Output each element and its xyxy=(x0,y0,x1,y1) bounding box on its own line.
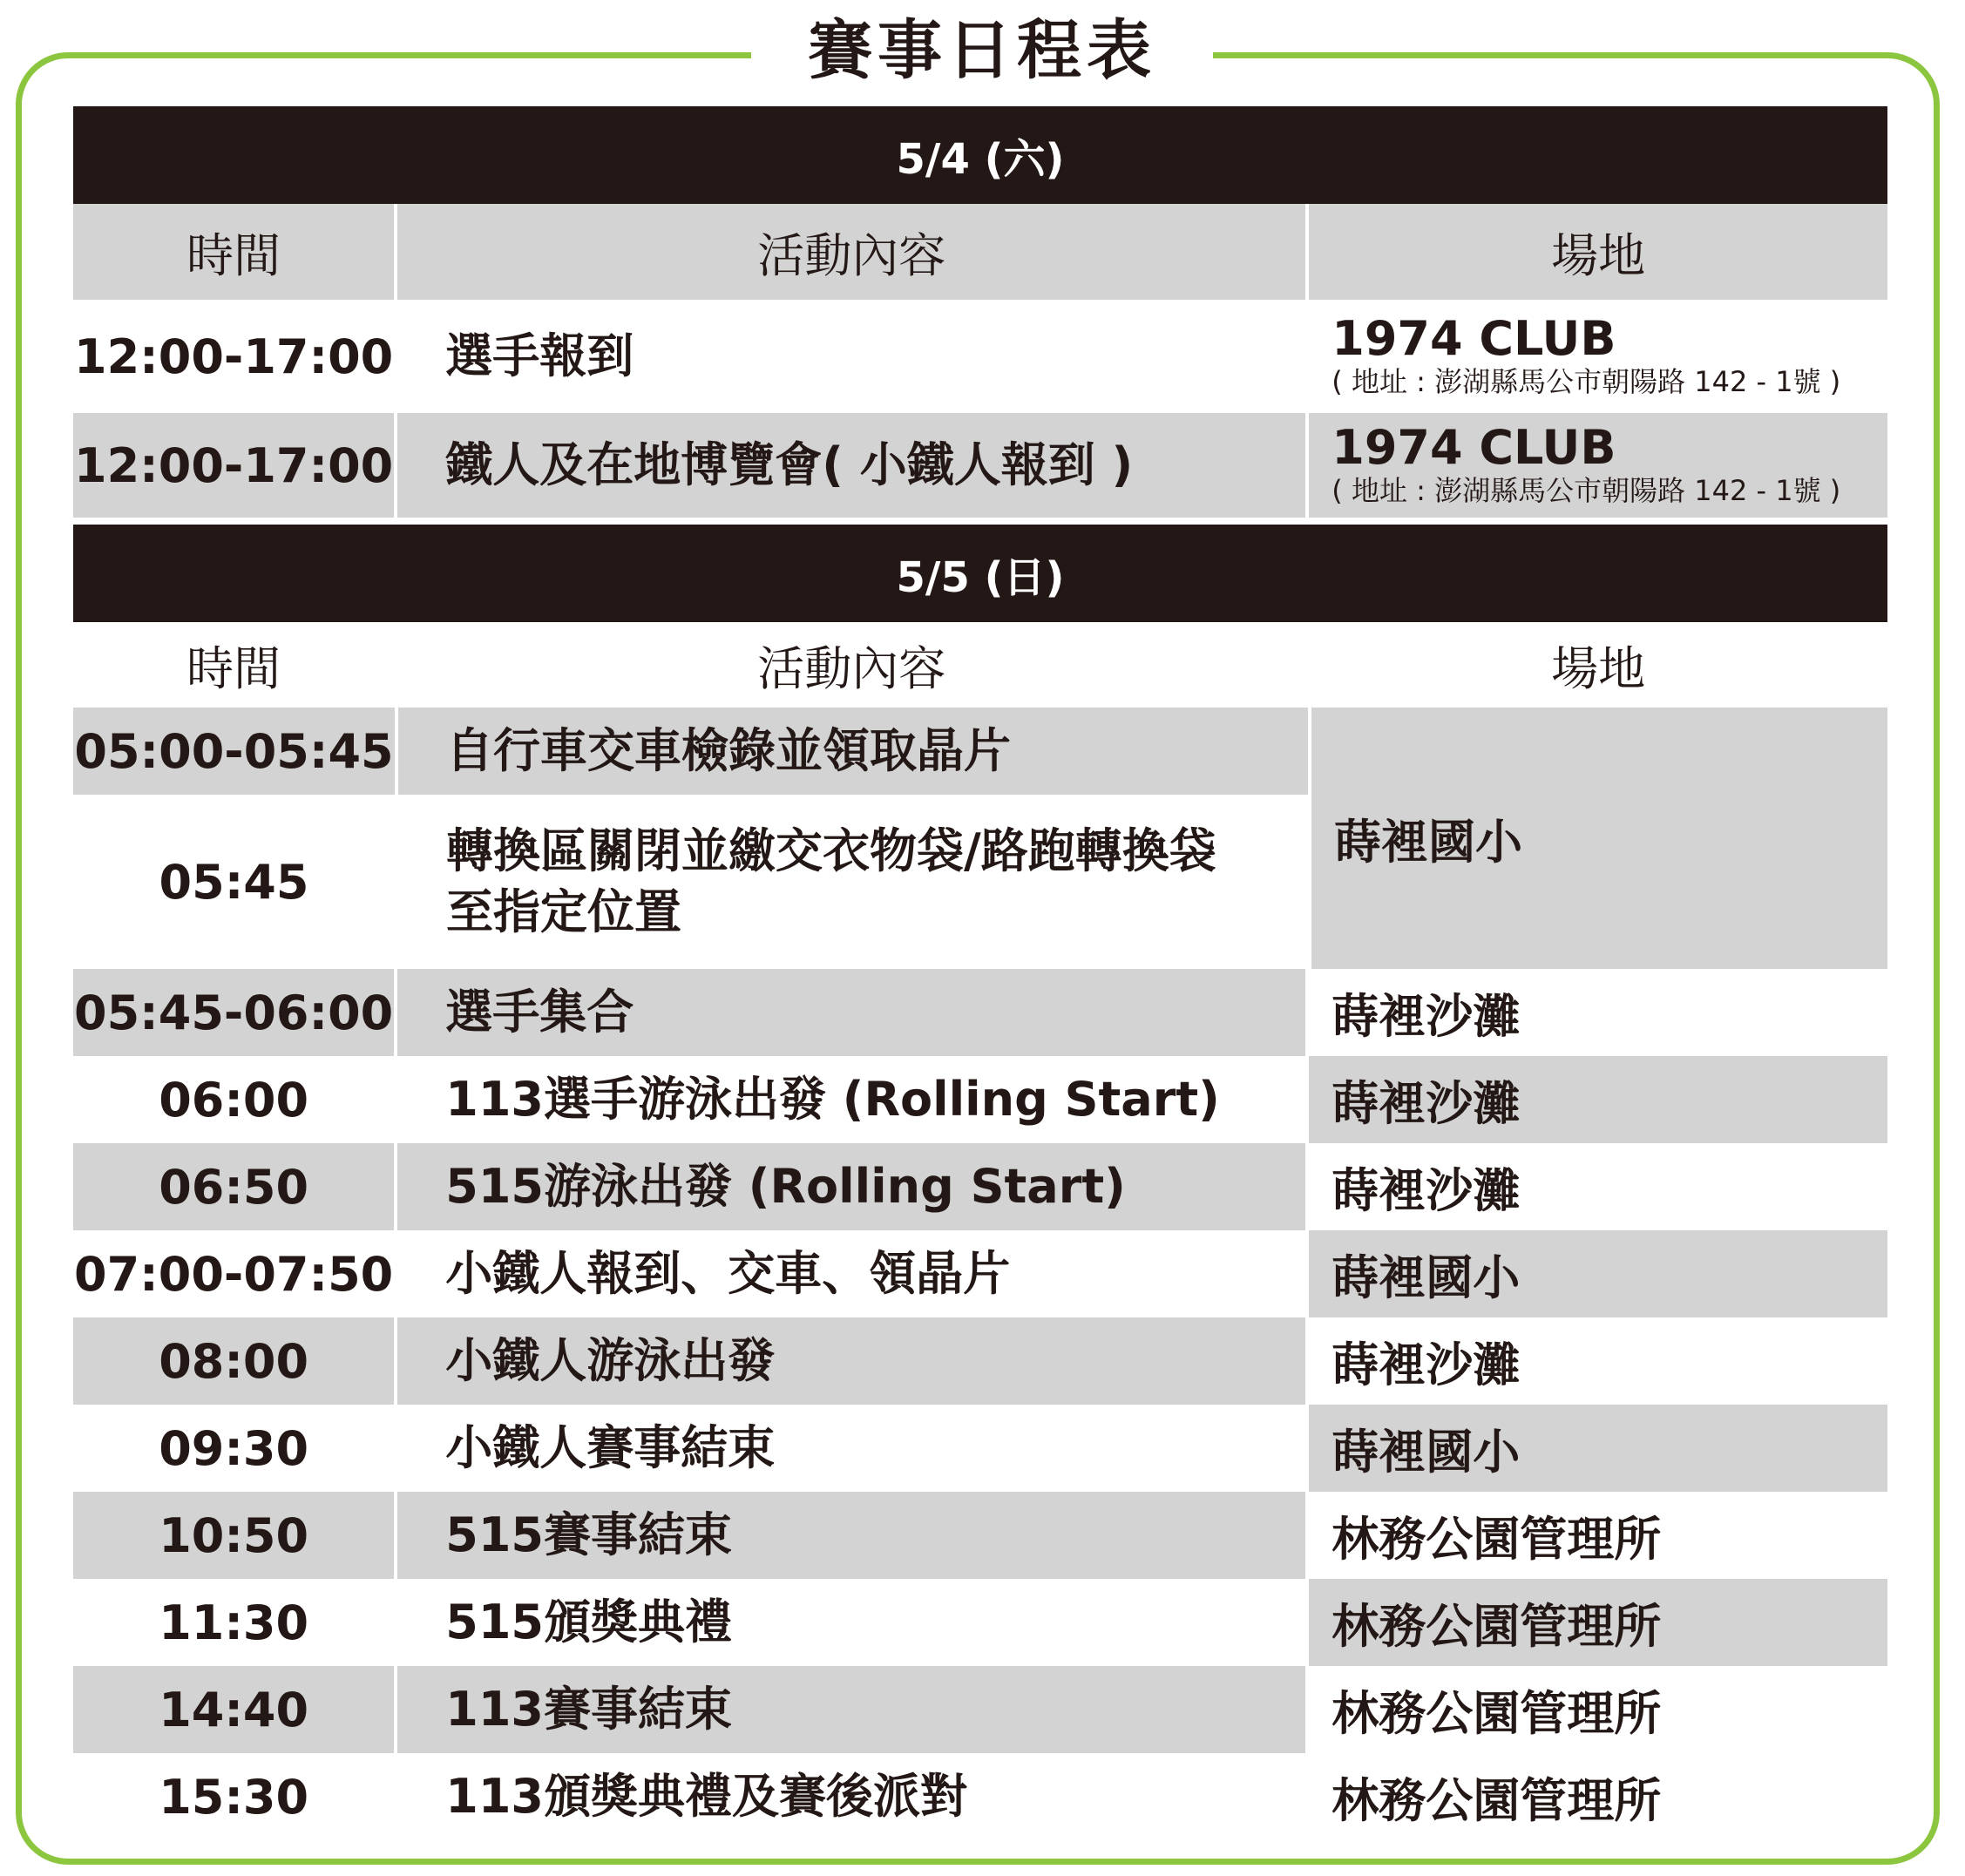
venue-cell xyxy=(1309,300,1887,413)
table-row xyxy=(73,708,1308,795)
column-header-venue: 場地 xyxy=(1309,204,1887,300)
table-row xyxy=(73,1753,1887,1840)
table-row xyxy=(73,969,1887,1056)
column-header-time: 時間 xyxy=(73,204,394,300)
venue-address: ( 地址 : 澎湖縣馬公市朝陽路 142 - 1號 ) xyxy=(1331,365,1841,398)
table-row xyxy=(73,1666,1887,1753)
time-cell: 12:00-17:00 xyxy=(73,413,394,518)
page-title: 賽事日程表 xyxy=(808,13,1156,88)
venue-cell: 蒔裡沙灘 xyxy=(1309,1056,1887,1143)
time-cell: 10:50 xyxy=(73,1492,394,1579)
table-row xyxy=(73,413,1887,518)
table-row xyxy=(73,1492,1887,1579)
activity-cell: 113選手游泳出發 (Rolling Start) xyxy=(445,1072,1220,1127)
time-cell: 15:30 xyxy=(159,1769,309,1825)
column-header-activity: 活動內容 xyxy=(757,640,946,696)
activity-cell: 113頒獎典禮及賽後派對 xyxy=(445,1769,967,1824)
time-cell: 06:00 xyxy=(159,1072,309,1128)
activity-cell: 選手集合 xyxy=(397,969,1305,1056)
time-cell: 05:45 xyxy=(159,854,309,910)
venue-cell: 蒔裡沙灘 xyxy=(1331,1162,1521,1218)
day-header-day2: 5/5 (日) xyxy=(73,525,1887,622)
table-row xyxy=(73,1143,1887,1230)
venue-address: ( 地址 : 澎湖縣馬公市朝陽路 142 - 1號 ) xyxy=(1331,474,1841,507)
activity-cell: 小鐵人賽事結束 xyxy=(445,1420,776,1475)
venue-cell: 林務公園管理所 xyxy=(1331,1685,1662,1741)
table-row xyxy=(73,1230,1887,1317)
column-header-activity: 活動內容 xyxy=(397,204,1305,300)
activity-cell: 選手報到 xyxy=(445,328,634,383)
venue-cell: 蒔裡沙灘 xyxy=(1331,1337,1521,1392)
time-cell: 05:45-06:00 xyxy=(73,969,394,1056)
time-cell: 11:30 xyxy=(159,1595,309,1650)
table-row xyxy=(73,300,1887,413)
divider xyxy=(73,518,1887,525)
activity-cell: 轉換區關閉並繳交衣物袋/路跑轉換袋至指定位置 xyxy=(446,823,1216,939)
column-header-time: 時間 xyxy=(186,640,281,696)
venue-cell: 蒔裡國小 xyxy=(1309,1230,1887,1317)
table-row xyxy=(73,1056,1887,1143)
column-header-venue: 場地 xyxy=(1551,640,1646,696)
venue-cell: 林務公園管理所 xyxy=(1331,1772,1662,1828)
merged-left xyxy=(73,708,1308,969)
column-header-row-day1 xyxy=(73,204,1887,300)
venue-cell-merged: 蒔裡國小 xyxy=(1311,708,1887,969)
time-cell: 08:00 xyxy=(73,1317,394,1405)
activity-cell: 鐵人及在地博覽會( 小鐵人報到 ) xyxy=(397,413,1305,518)
column-header-row-day2 xyxy=(73,622,1887,708)
time-cell: 14:40 xyxy=(73,1666,394,1753)
activity-cell: 小鐵人報到、交車、領晶片 xyxy=(445,1246,1011,1301)
day-header-day1: 5/4 (六) xyxy=(73,106,1887,204)
table-row xyxy=(73,795,1308,969)
time-cell: 09:30 xyxy=(159,1420,309,1476)
activity-cell: 113賽事結束 xyxy=(397,1666,1305,1753)
venue-name: 1974 CLUB xyxy=(1331,420,1616,475)
time-cell: 05:00-05:45 xyxy=(73,708,395,795)
activity-cell: 515賽事結束 xyxy=(397,1492,1305,1579)
venue-cell: 林務公園管理所 xyxy=(1331,1511,1662,1567)
time-cell: 06:50 xyxy=(73,1143,394,1230)
time-cell: 07:00-07:50 xyxy=(74,1246,394,1302)
activity-cell: 小鐵人游泳出發 xyxy=(397,1317,1305,1405)
time-cell: 12:00-17:00 xyxy=(74,328,394,384)
merged-row-group xyxy=(73,708,1887,969)
table-row xyxy=(73,1405,1887,1492)
venue-cell: 蒔裡沙灘 xyxy=(1331,988,1521,1044)
venue-cell: 林務公園管理所 xyxy=(1309,1579,1887,1666)
venue-cell: 蒔裡國小 xyxy=(1309,1405,1887,1492)
activity-cell: 515游泳出發 (Rolling Start) xyxy=(397,1143,1305,1230)
venue-name: 1974 CLUB xyxy=(1331,311,1616,366)
table-row xyxy=(73,1317,1887,1405)
activity-cell: 自行車交車檢錄並領取晶片 xyxy=(398,708,1308,795)
activity-cell: 515頒獎典禮 xyxy=(445,1595,732,1649)
table-row xyxy=(73,1579,1887,1666)
schedule-table xyxy=(73,106,1887,1840)
venue-cell xyxy=(1309,413,1887,518)
